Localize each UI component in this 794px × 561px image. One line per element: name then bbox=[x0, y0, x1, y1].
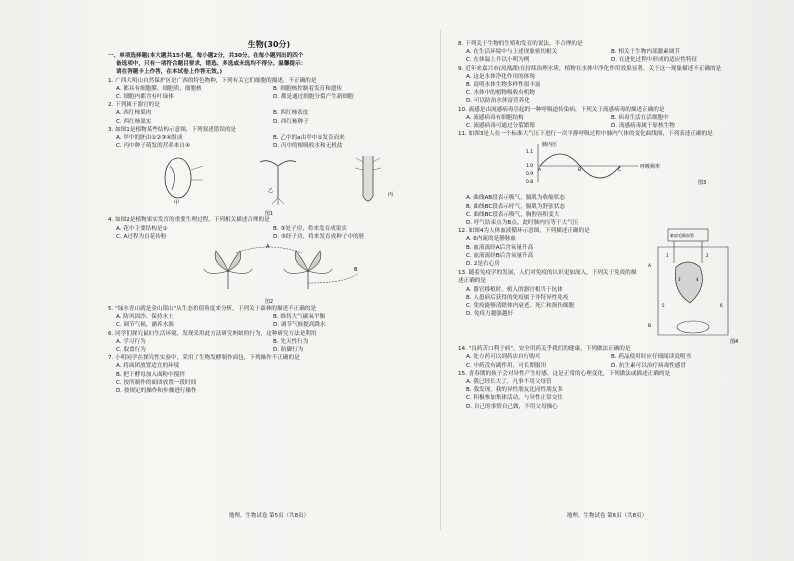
option: C. 免疫能够清除体内衰老、死亡和损伤细胞 bbox=[466, 303, 575, 310]
question-stem: 6. 同学们探究鼠妇生活环境，发现采用此方法研究蚂蚁的行为，这种研究方法是利用 bbox=[108, 330, 317, 337]
option: D. 可以防治水体富营养化 bbox=[466, 98, 530, 105]
option: C. 水体中的植物吸收有机物 bbox=[466, 90, 535, 97]
question-10 bbox=[458, 106, 756, 131]
option: D. 丙中的根吸收水和无机盐 bbox=[273, 143, 343, 150]
option: D. 防御行为 bbox=[273, 347, 304, 354]
question-stem: 12. 如图4为人体血液循环示意图，下列描述正确的是 bbox=[458, 228, 590, 235]
page-fold-divider bbox=[440, 30, 441, 530]
option: C. 在体温上升以小明为例 bbox=[466, 57, 530, 64]
leader-line bbox=[191, 166, 203, 170]
option: B. 相关于生物内部激素调节 bbox=[611, 49, 680, 56]
label-5: 5 bbox=[662, 303, 665, 309]
root-tip bbox=[363, 156, 373, 201]
option: A. 器官移植时，植入的器官相当于抗体 bbox=[466, 286, 563, 293]
option: B. 维持大气碳氧平衡 bbox=[273, 314, 326, 321]
option: C. 积极参加集体活动，与异性正常交往 bbox=[466, 395, 563, 402]
option: C. 曲线BC段表示吸气，胸腔容积变大 bbox=[466, 211, 560, 218]
question-7 bbox=[108, 354, 430, 395]
option: A. 防风固沙、保持水土 bbox=[116, 314, 174, 321]
option: A. 处方药可以到药店自行购买 bbox=[466, 354, 541, 361]
option: B. 细胞核控制着发育和遗传 bbox=[273, 85, 342, 92]
label-4: 4 bbox=[696, 277, 699, 283]
section-instruction-line: 请在答题卡上作答，在本试卷上作答无效。) bbox=[116, 69, 223, 76]
seed-outline bbox=[165, 158, 191, 198]
figure-3 bbox=[458, 140, 756, 192]
option: B. 西红柿表皮 bbox=[273, 110, 309, 117]
option: B. 人患病后获得的免疫属于非特异性免疫 bbox=[466, 294, 569, 301]
point-a: A bbox=[538, 168, 542, 174]
question-5 bbox=[108, 305, 430, 330]
option: D. 自己的事情自己做，不用父母操心 bbox=[466, 403, 558, 410]
question-12-block bbox=[458, 227, 756, 345]
option: C. 流感病毒可通过分裂繁殖 bbox=[466, 123, 535, 130]
question-stem: 4. 如图2是植物果实发育的重要生理过程，下列相关描述合理的是 bbox=[108, 217, 270, 224]
option: C. 按所制作的面团放置一段时间 bbox=[116, 379, 197, 386]
question-stem: 9. 近年来嘉兴市(凤凰湖)在持续治理水质，植物在水体中净化作用效果显著。关于这一现象描述不正确的是 bbox=[458, 65, 722, 72]
y-axis-label: 肺内压 bbox=[542, 142, 558, 149]
figure-2-caption: 图2 bbox=[264, 299, 274, 306]
option: D. 按规定的操作和步骤进行操作 bbox=[116, 388, 197, 395]
option: C. 取食行为 bbox=[116, 347, 146, 354]
option: B. 血液流经A后含氧量升高 bbox=[466, 244, 534, 251]
option: A. 曲线AB段表示吸气，膈肌为收缩状态 bbox=[466, 195, 565, 202]
question-stem: 10. 流感是由流感病毒引起的一种呼吸道传染病，下列关于流感病毒的描述正确的是 bbox=[458, 106, 665, 113]
page-footer: 地理、生物试卷 第6页（共8页） bbox=[566, 512, 648, 519]
seedling-stem bbox=[260, 161, 296, 198]
option: D. 西红柿种子 bbox=[273, 118, 309, 125]
question-2 bbox=[108, 101, 430, 126]
heart bbox=[675, 262, 702, 303]
option: A. 流感病毒有细胞结构 bbox=[466, 114, 524, 121]
label-a: A bbox=[266, 244, 270, 251]
option: D. 免疫力越强越好 bbox=[466, 311, 514, 318]
figure-1-drawing bbox=[108, 152, 430, 206]
option: B. 先天性行为 bbox=[273, 338, 309, 345]
option: D. 呼气结束点为B点，此时肺内压等于大气压 bbox=[466, 220, 579, 227]
flower-left bbox=[204, 251, 252, 289]
question-stem: 5. "绿水青山就是金山银山"从生态价值角度来分析，下列关于森林的描述不正确的是 bbox=[108, 306, 317, 313]
option: A. 这是水体净化作用的体现 bbox=[466, 73, 535, 80]
y-tick: 0.9 bbox=[526, 172, 534, 178]
option: C. 西红柿果实 bbox=[116, 118, 152, 125]
question-4 bbox=[108, 216, 430, 241]
label-yi: 乙 bbox=[268, 188, 274, 195]
figure-3-caption: 图3 bbox=[698, 180, 707, 187]
option: B. 把干酵母加入面粉中搅拌 bbox=[116, 371, 185, 378]
pollination-arrow-b bbox=[308, 273, 358, 283]
question-stem: 15. 青春期的孩子会对异性产生好感，这是正常的心理变化，下列做法或描述正确的是 bbox=[458, 370, 671, 377]
question-15 bbox=[458, 370, 756, 411]
option: B. 我发现，我的异性朋友比同性朋友多 bbox=[466, 387, 563, 394]
pulmonary-vessels bbox=[674, 241, 702, 263]
option: D. 在进化过程中形成的适应性特征 bbox=[611, 57, 698, 64]
right-page bbox=[458, 40, 756, 520]
question-11 bbox=[458, 130, 756, 138]
option: D. 流感病毒属于原核生物 bbox=[611, 123, 675, 130]
option: B. 病毒生活在活细胞中 bbox=[611, 114, 669, 121]
question-3 bbox=[108, 126, 430, 151]
label-a: A bbox=[648, 264, 652, 270]
option: B. 曲线BC段表示呼气，膈肌为舒张状态 bbox=[466, 203, 565, 210]
page-footer: 地理、生物试卷 第5页（共8页） bbox=[228, 512, 310, 519]
question-11-options bbox=[458, 194, 756, 227]
figure-4-caption: 图4 bbox=[730, 339, 739, 346]
label-jia: 甲 bbox=[174, 200, 180, 207]
option: D. 2是右心房 bbox=[466, 261, 500, 268]
option: A. 将面团放置适宜的环境 bbox=[116, 363, 180, 370]
y-tick: 0.8 bbox=[526, 180, 534, 186]
option: B. 药品使用时应仔细阅读说明书 bbox=[611, 354, 692, 361]
option: B. ③处子房，将来发育成果实 bbox=[273, 225, 347, 232]
label-1: 1 bbox=[666, 253, 669, 259]
label-6: 6 bbox=[720, 303, 723, 309]
section-title: 生物(30分) bbox=[247, 40, 291, 49]
option: C. A过程为自花传粉 bbox=[116, 233, 167, 240]
figure-1 bbox=[108, 152, 430, 217]
question-stem: 1. 广西大明山自然保护区是广西的特色物种，下列有关它们细胞的描述，不正确的是 bbox=[108, 77, 317, 84]
label-3: 3 bbox=[678, 277, 681, 283]
option: D. 抗生素可以治疗病毒性感冒 bbox=[611, 362, 686, 369]
label-bing: 丙 bbox=[388, 192, 394, 199]
question-14 bbox=[458, 345, 756, 370]
option: B. 说明水体生物多样性很丰富 bbox=[466, 82, 541, 89]
option: A. 花中主要结构是① bbox=[116, 225, 168, 232]
question-stem: 3. 如图1是植物某些结构示意图，下列叙述错误的是 bbox=[108, 126, 237, 133]
question-8 bbox=[458, 40, 756, 65]
flower-right bbox=[284, 251, 332, 289]
question-stem: 14. "良药苦口利于病"，安全用药关乎我们的健康，下列做法正确的是 bbox=[458, 346, 631, 353]
option: C. 丙中种子萌发的营养来自④ bbox=[116, 143, 191, 150]
label-b: B bbox=[648, 324, 652, 330]
option: D. 都是通过细胞分裂产生新细胞 bbox=[273, 94, 354, 101]
option: A. 学习行为 bbox=[116, 338, 146, 345]
question-1 bbox=[108, 77, 430, 102]
left-page bbox=[108, 40, 430, 520]
option: A. 甲中的胚由①②③④组成 bbox=[116, 135, 183, 142]
option: C. 细胞内都含有叶绿体 bbox=[116, 94, 174, 101]
section-instruction: 一、单项选择题(本大题共15小题，每小题2分，共30分。在每小题列出的四个 bbox=[108, 53, 304, 59]
question-9 bbox=[458, 65, 756, 106]
option: C. 血液流经B后含氧量升高 bbox=[466, 252, 534, 259]
figure-2 bbox=[108, 243, 430, 306]
label-2: 2 bbox=[706, 253, 709, 259]
seed-embryo bbox=[170, 166, 175, 190]
figure-3-drawing bbox=[458, 140, 756, 186]
question-stem: 8. 下列关于生物的生殖和发育的说法，不合理的是 bbox=[458, 41, 583, 47]
question-stem: 2. 下列属于器官的是 bbox=[108, 102, 160, 109]
figure-4-drawing bbox=[638, 227, 748, 345]
section-instruction-line: 备选项中，只有一项符合题目要求，错选、多选或未选均不得分。温馨提示： bbox=[116, 61, 307, 68]
question-stem: 11. 如图3是人在一个标准大气压下进行一次平静呼吸过程中肺内气体的变化曲线图，下列表述正确的是 bbox=[458, 131, 713, 138]
figure-1-caption: 图1 bbox=[264, 210, 274, 217]
body-capillaries bbox=[677, 321, 709, 333]
option: D. ⑤经子房，将来发育成种子中的胚 bbox=[273, 233, 365, 240]
question-stem: 13. 随着免疫学的发展，人们对免疫的认识更加深入，下列关于免疫的描述正确的是 bbox=[458, 270, 637, 285]
question-stem: 7. 小明同学在探究性实验中，采用了生物发酵制作面包，下列操作不正确的是 bbox=[108, 355, 300, 362]
x-axis-label: 呼吸频率 bbox=[640, 164, 661, 171]
lung-label: 肺部毛细血管 bbox=[670, 233, 694, 239]
y-tick: 1.0 bbox=[526, 164, 534, 170]
option: C. 调节气候，涵养水源 bbox=[116, 322, 174, 329]
point-c: C bbox=[618, 168, 622, 174]
option: C. 中药没有副作用，可长期服用 bbox=[466, 362, 547, 369]
question-6 bbox=[108, 330, 430, 355]
option: A. 在生活环境中与上述现象密切相关 bbox=[466, 49, 558, 56]
option: A. 6内流的是静脉血 bbox=[466, 236, 516, 243]
option: B. 乙中的a由甲中①发育而来 bbox=[273, 135, 345, 142]
point-b: B bbox=[578, 168, 582, 174]
y-tick: 1.1 bbox=[526, 150, 534, 156]
seedling-roots bbox=[272, 198, 284, 205]
option: A. 都具有细胞膜、细胞质、细胞核 bbox=[116, 85, 202, 92]
option: A. 西红柿果肉 bbox=[116, 110, 152, 117]
question-12 bbox=[458, 227, 638, 345]
option: A. 我已经长大了，凡事不用父母管 bbox=[466, 379, 552, 386]
figure-2-drawing bbox=[108, 243, 430, 295]
option: D. 调节气候提高降水 bbox=[273, 322, 326, 329]
label-b: B bbox=[354, 267, 358, 274]
